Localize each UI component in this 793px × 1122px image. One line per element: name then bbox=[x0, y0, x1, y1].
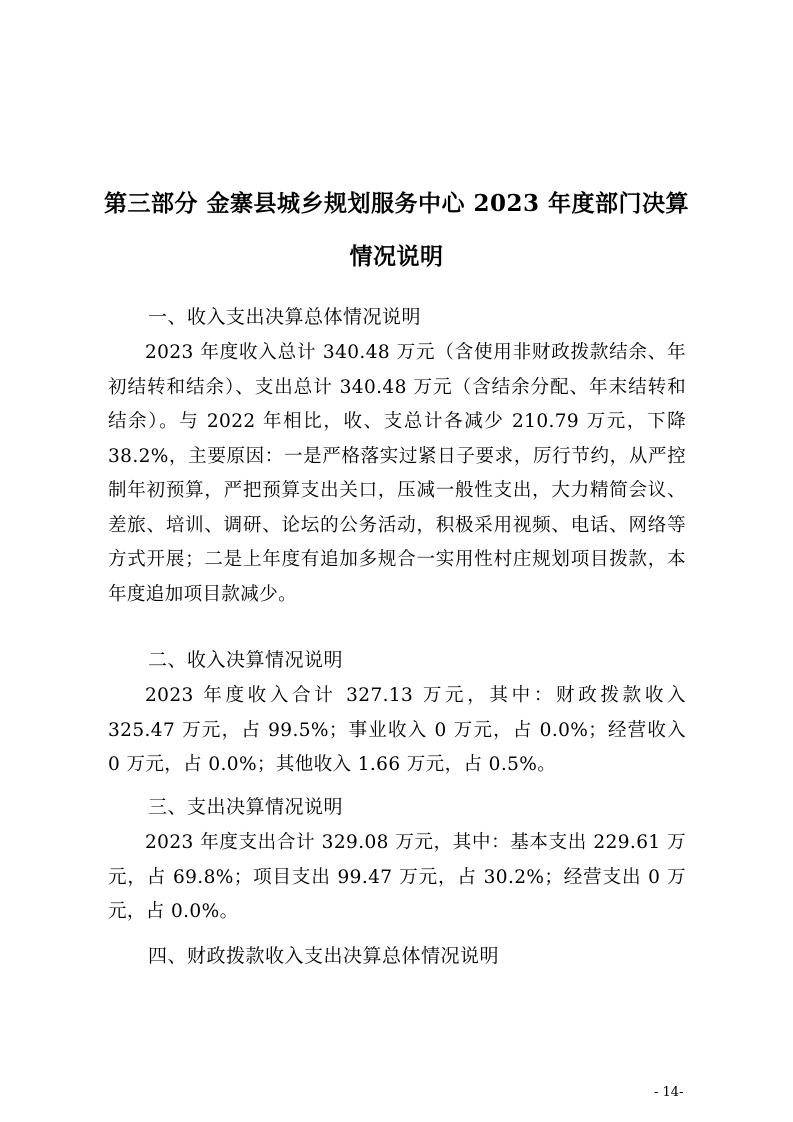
page-number: - 14- bbox=[654, 1085, 684, 1100]
section-heading-4: 四、财政拨款收入支出决算总体情况说明 bbox=[148, 945, 500, 967]
section-body-3: 2023 年度支出合计 329.08 万元，其中：基本支出 229.61 万元，占 69.8%；项目支出 99.47 万元，占 30.2%；经营支出 0 万元，占 0.0%。 bbox=[108, 832, 686, 922]
section-heading-3: 三、支出决算情况说明 bbox=[148, 796, 344, 818]
section-body-2: 2023 年度收入合计 327.13 万元，其中：财政拨款收入 325.47 万元，占 99.5%；事业收入 0 万元，占 0.0%；经营收入 0 万元，占 0.0%；其他收入 1.66 万元，占 0.5%。 bbox=[108, 685, 686, 775]
section-heading-1: 一、收入支出决算总体情况说明 bbox=[148, 306, 422, 328]
section-heading-2: 二、收入决算情况说明 bbox=[148, 649, 344, 671]
document-title-line-1: 第三部分 金寨县城乡规划服务中心 2023 年度部门决算 bbox=[103, 190, 690, 217]
document-title-line-2: 情况说明 bbox=[349, 243, 444, 270]
section-body-1: 2023 年度收入总计 340.48 万元（含使用非财政拨款结余、年初结转和结余）、支出总计 340.48 万元（含结余分配、年末结转和结余）。与 2022 年相比，收、支总计各减少 210.79 万元，下降 38.2%，主要原因：一是严格落实过紧日子要求，厉行节约，从严控制年初预算，严把预算支出关口，压减一般性支出，大力精简会议、差旅、培训、调研、论坛的公务活动，积极采用视频、电话、网络等方式开展；二是上年度有追加多规合一实用性村庄规划项目拨款，本年度追加项目款减少。 bbox=[108, 342, 686, 605]
